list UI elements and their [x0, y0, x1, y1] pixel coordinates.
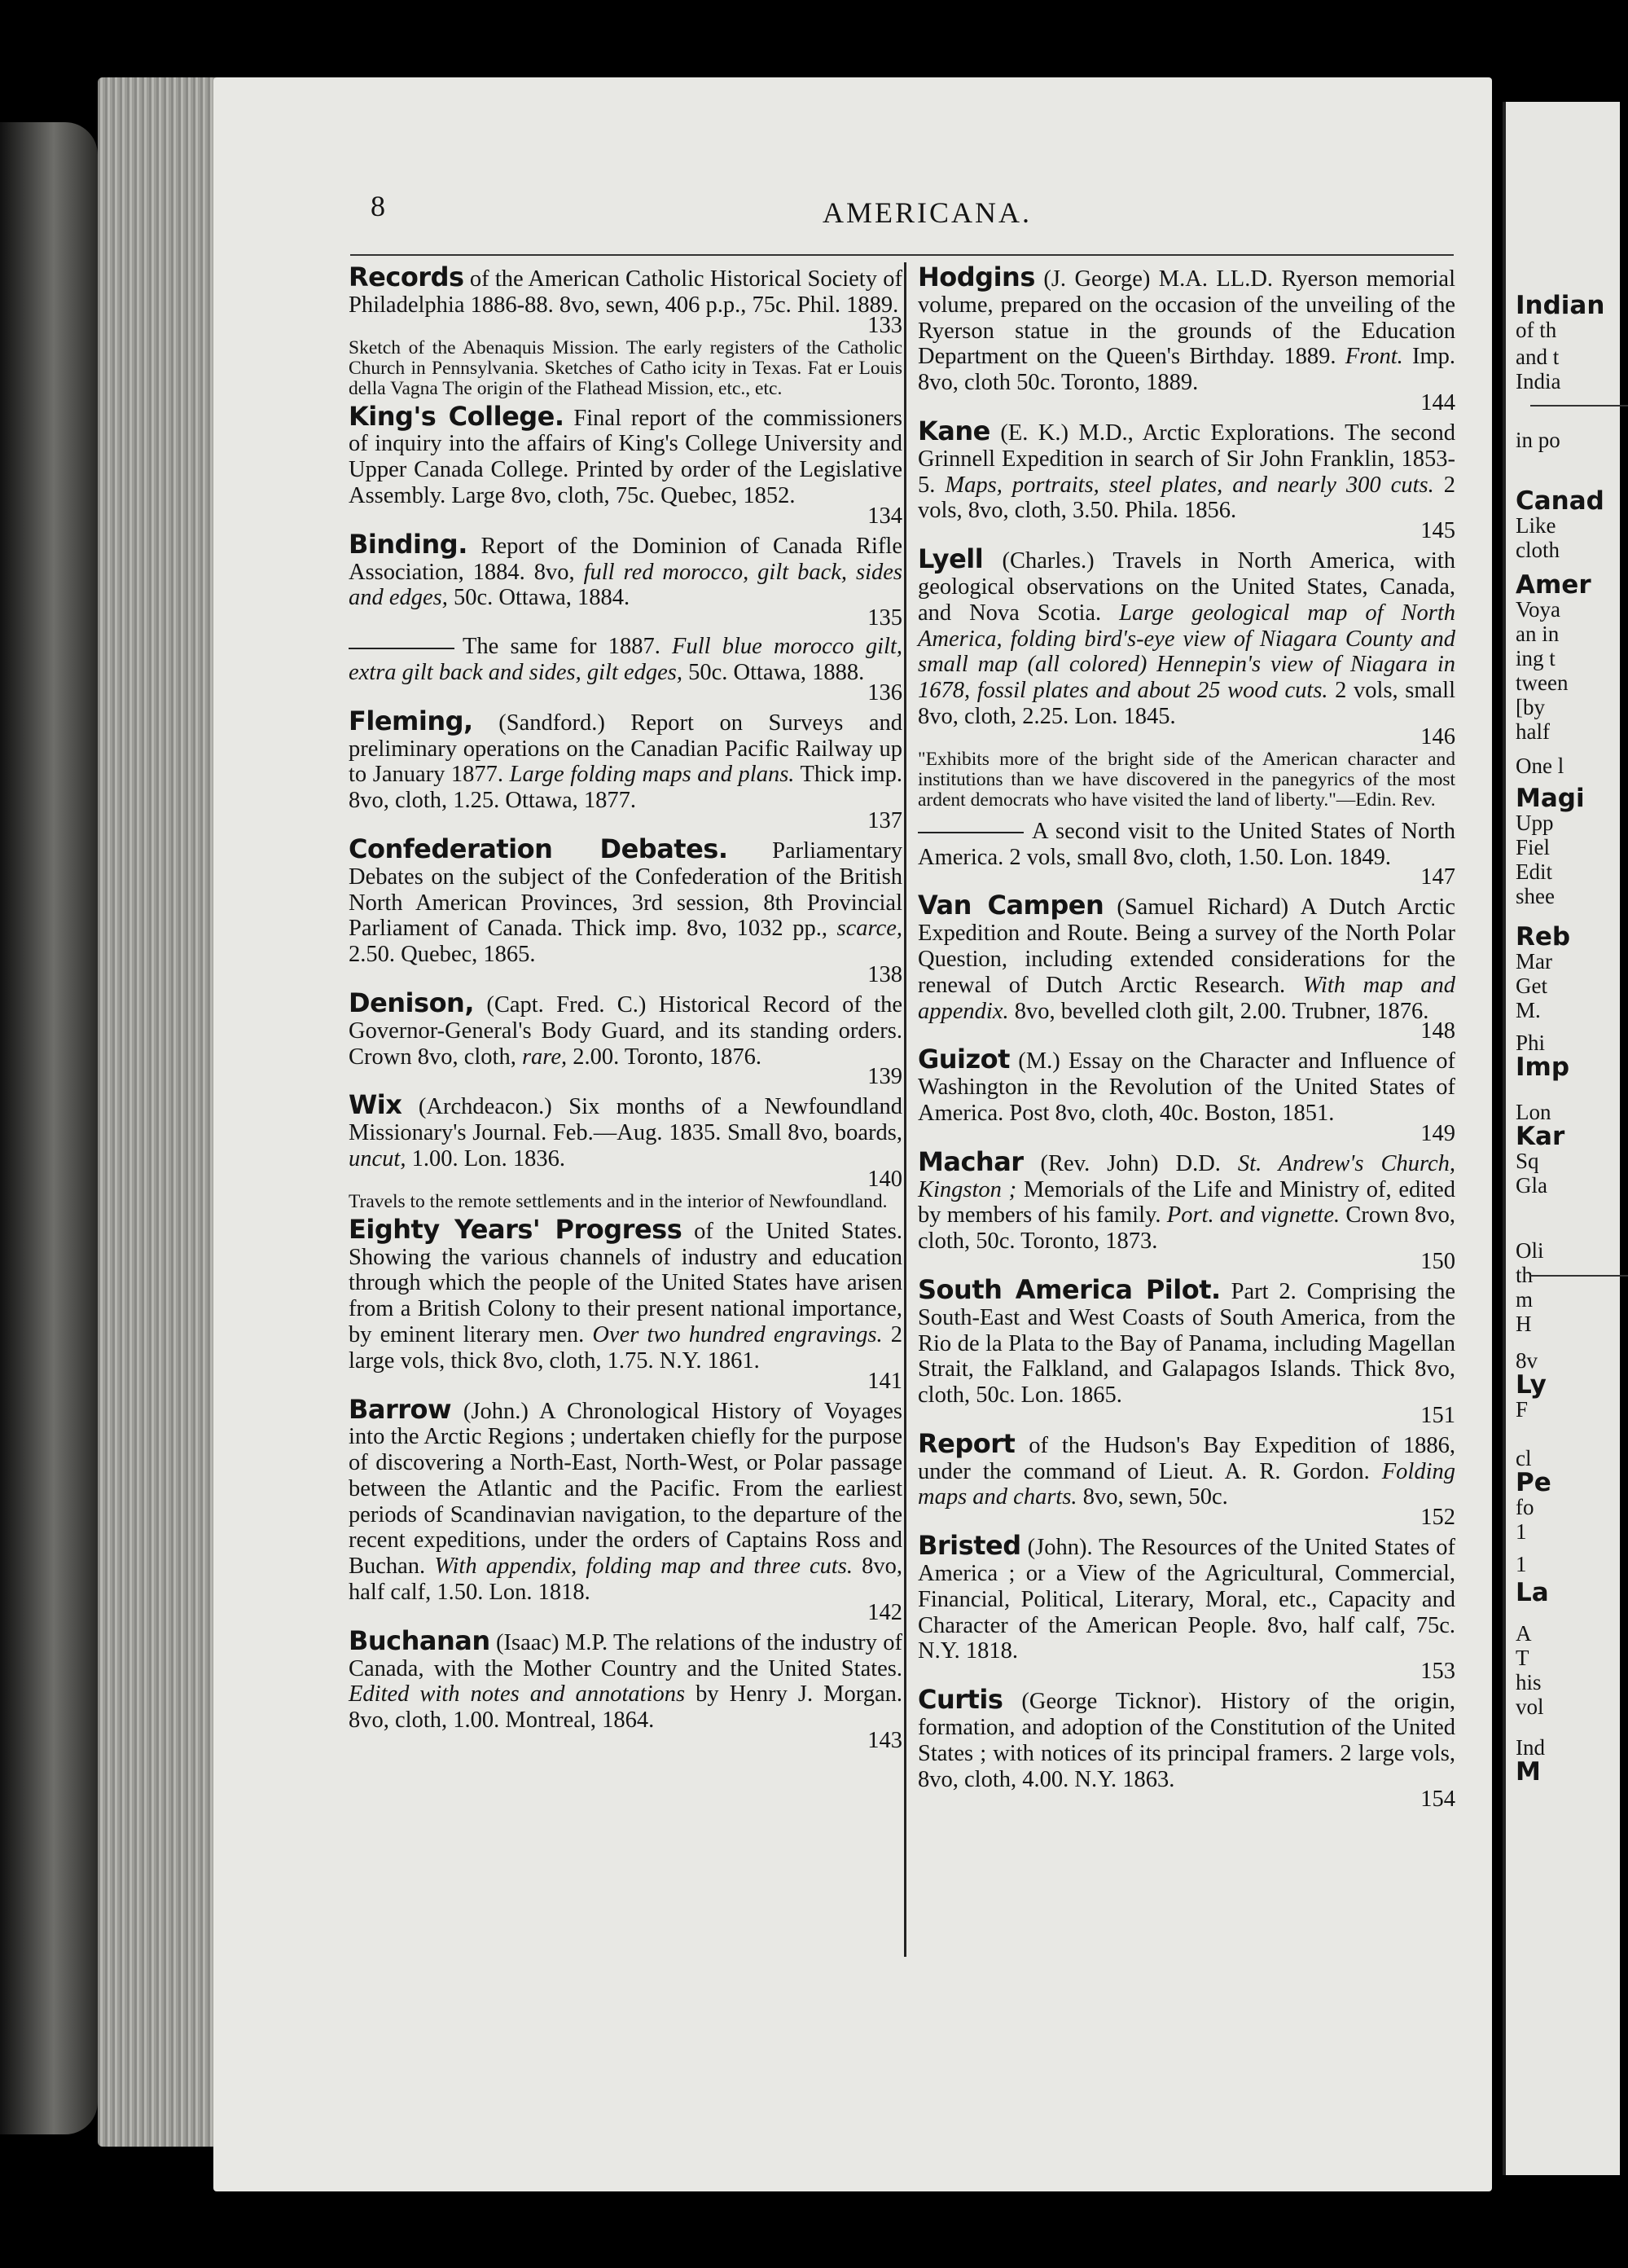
catalog-entry	[918, 1530, 1455, 1685]
entry-number: 149	[1420, 1120, 1455, 1146]
adjacent-page-text: of th	[1516, 318, 1557, 342]
catalog-entry	[918, 262, 1456, 415]
entry-italic: Large geological map of North America, folding bird's-eye view of Niagara County and small map (all colored) Hennepin's view of Niagara in 1678, fossil plates and about 25 wood cuts.	[918, 600, 1455, 704]
catalog-entry	[918, 1684, 1456, 1813]
adjacent-page-text: Upp	[1516, 811, 1554, 835]
catalog-entry	[918, 1044, 1455, 1146]
adjacent-page-text: and t	[1516, 345, 1560, 369]
entry-headword: Machar	[918, 1145, 1024, 1177]
catalog-entry	[349, 528, 903, 631]
entry-number: 140	[867, 1166, 902, 1192]
entry-number: 146	[1420, 723, 1455, 749]
adjacent-page-text: th	[1516, 1263, 1534, 1287]
entry-number: 138	[867, 961, 902, 987]
entry-headword: King's College.	[349, 400, 564, 432]
entry-headword: Van Campen	[918, 890, 1104, 921]
catalog-entry	[349, 400, 903, 529]
entry-italic: scarce,	[836, 916, 902, 942]
entry-tail: 2.50. Quebec, 1865.	[349, 942, 536, 968]
entry-text: Parliamentary Debates on the subject of the Confederation of the British North American Provinces, 3rd session, 8th Provincial Parliament of Canada. Thick imp. 8vo, 1032 pp.,	[349, 837, 903, 942]
entry-tail: 2 vols, 8vo, cloth, 3.50. Phila. 1856.	[918, 472, 1456, 524]
entry-italic: uncut,	[349, 1145, 406, 1171]
entry-tail: 2.00. Toronto, 1876.	[573, 1044, 762, 1070]
catalog-entry	[349, 705, 903, 833]
adjacent-page-text: an in	[1516, 622, 1560, 646]
entry-number: 142	[867, 1599, 902, 1625]
entry-text: A second visit to the United States of North America. 2 vols, small 8vo, cloth, 1.50. Lon. 1849.	[918, 818, 1455, 870]
adjacent-page-text: Magi	[1516, 784, 1585, 813]
page-number: 8	[371, 190, 385, 222]
entry-tail: Thick imp. 8vo, cloth, 1.25. Ottawa, 1877.	[349, 762, 902, 814]
entry-number: 145	[1420, 518, 1455, 544]
catalog-entry	[918, 890, 1455, 1044]
adjacent-page-text: Canad	[1516, 486, 1604, 516]
entry-tail: 8vo, bevelled cloth gilt, 2.00. Trubner, 1876.	[1014, 998, 1429, 1024]
entry-text: Part 2. Comprising the South-East and West Coasts of South America, from the Rio de la Plata to the Bay of Panama, including Magellan Strait, the Falkland, and Galapagos Islands. Thick 8vo, cloth, 50c. Lon. 1865.	[918, 1278, 1456, 1409]
entry-italic: Front.	[1345, 344, 1403, 370]
catalog-entry	[349, 1213, 903, 1394]
entry-number: 136	[867, 679, 902, 705]
right-column	[918, 262, 1456, 1813]
adjacent-page-text: La	[1516, 1578, 1549, 1607]
adjacent-page-text: Mar	[1516, 949, 1552, 974]
entry-number: 137	[867, 807, 902, 833]
adjacent-page-text: cl	[1516, 1446, 1532, 1470]
catalog-entry	[349, 987, 903, 1090]
entry-text: of the Hudson's Bay Expedition of 1886, under the command of Lieut. A. R. Gordon.	[918, 1432, 1456, 1484]
entry-headword: Report	[918, 1427, 1016, 1459]
entry-headword: Wix	[349, 1089, 402, 1121]
catalog-entry	[349, 634, 902, 705]
entry-text: The same for 1887.	[463, 634, 660, 660]
adjacent-page-text: ing t	[1516, 646, 1556, 670]
adjacent-page-text: F	[1516, 1397, 1529, 1422]
entry-italic: Edited with notes and annotations	[349, 1681, 686, 1708]
entry-headword: Fleming,	[349, 705, 473, 736]
entry-headword: Curtis	[918, 1684, 1003, 1716]
adjacent-page-text: Sq	[1516, 1149, 1539, 1173]
ditto-dash	[918, 832, 1024, 833]
adjacent-page-text: One l	[1516, 754, 1564, 778]
adjacent-page-text: 1	[1516, 1552, 1527, 1576]
catalog-entry	[918, 1145, 1456, 1274]
adjacent-page-text: India	[1516, 369, 1561, 393]
entry-italic: Large folding maps and plans.	[509, 762, 795, 788]
entry-tail: Imp. 8vo, cloth 50c. Toronto, 1889.	[918, 344, 1456, 396]
entry-number: 135	[867, 605, 902, 631]
adjacent-page-text: Pe	[1516, 1468, 1551, 1497]
adjacent-page-text: Ind	[1516, 1735, 1545, 1760]
entry-headword: South America Pilot.	[918, 1273, 1221, 1305]
adjacent-page-text: Edit	[1516, 859, 1552, 884]
catalog-entry	[349, 262, 902, 338]
entry-text: (George Ticknor). History of the origin, formation, and adoption of the Constitution of the United States ; with notices of its principal framers. 2 large vols, 8vo, cloth, 4.00. N.Y. 1863.	[918, 1689, 1456, 1792]
adjacent-page-text: Imp	[1516, 1053, 1570, 1082]
adjacent-page-text: Get	[1516, 974, 1547, 998]
adjacent-page-text: his	[1516, 1670, 1542, 1694]
entry-note: Travels to the remote settlements and in the interior of Newfoundland.	[349, 1190, 888, 1212]
entry-number: 153	[1420, 1659, 1455, 1685]
adjacent-page-text: tween	[1516, 670, 1569, 695]
adjacent-page-text: Phi	[1516, 1031, 1546, 1055]
adjacent-page-text: M	[1516, 1757, 1541, 1787]
adjacent-page-text: [by	[1516, 695, 1545, 719]
adjacent-page-text: half	[1516, 719, 1550, 744]
entry-tail: Crown 8vo, cloth, 50c. Toronto, 1873.	[918, 1202, 1456, 1255]
adjacent-page-text: Indian	[1516, 291, 1605, 320]
entry-headword: Binding.	[349, 528, 467, 560]
entry-italic: rare,	[521, 1044, 568, 1070]
entry-tail: 8vo, half calf, 1.50. Lon. 1818.	[349, 1554, 903, 1606]
entry-number: 139	[867, 1064, 902, 1090]
entry-tail: 1.00. Lon. 1836.	[411, 1145, 565, 1171]
adjacent-page-text: m	[1516, 1287, 1534, 1312]
entry-text: (John.) A Chronological History of Voyages into the Arctic Regions ; undertaken chiefly for the purpose of discovering a North-East, North-West, or Polar passage between the Atlantic and the Pacific. From the earliest periods of Scandinavian navigation, to the departure of the recent expeditions, under the orders of Captains Ross and Buchan.	[349, 1398, 902, 1580]
adjacent-page-text: A	[1516, 1621, 1532, 1646]
entry-text: Report of the Dominion of Canada Rifle Association, 1884. 8vo,	[349, 533, 902, 585]
entry-tail: by Henry J. Morgan. 8vo, cloth, 1.00. Montreal, 1864.	[349, 1681, 903, 1734]
entry-tail: 50c. Ottawa, 1888.	[688, 659, 865, 685]
adjacent-page-text: M.	[1516, 998, 1541, 1022]
adjacent-page-text: 8v	[1516, 1348, 1538, 1373]
entry-headword: Buchanan	[349, 1624, 490, 1656]
entry-tail: 8vo, sewn, 50c.	[1082, 1484, 1228, 1510]
entry-text: (J. George) M.A. LL.D. Ryerson memorial volume, prepared on the occasion of the unveiling of the Ryerson statue in the grounds of the Education Department on the Queen's Birthday. 1889.	[918, 266, 1455, 370]
entry-text: (M.) Essay on the Character and Influence of Washington in the Revolution of the United States of America. Post 8vo, cloth, 40c. Boston, 1851.	[918, 1048, 1455, 1126]
catalog-entry	[918, 543, 1456, 749]
entry-note: Sketch of the Abenaquis Mission. The early registers of the Catholic Church in Pennsylvania. Sketches of Catho icity in Texas. Fat er Louis della Vagna The origin of the Flathead Mission, etc., etc.	[349, 336, 902, 399]
entry-number: 133	[867, 312, 902, 338]
adjacent-page-text: fo	[1516, 1495, 1534, 1519]
entry-text: (Samuel Richard) A Dutch Arctic Expedition and Route. Being a survey of the North Polar Question, including extended considerations for the renewal of Dutch Arctic Research.	[918, 894, 1455, 998]
entry-text: Final report of the commissioners of inquiry into the affairs of King's College University and Upper Canada College. Printed by order of the Legislative Assembly. Large 8vo, cloth, 75c. Quebec, 1852.	[349, 405, 903, 508]
adjacent-page-text: Reb	[1516, 922, 1571, 952]
adjacent-page-text: T	[1516, 1646, 1529, 1670]
entry-number: 151	[1420, 1402, 1455, 1428]
entry-italic: With appendix, folding map and three cuts.	[434, 1554, 853, 1580]
adjacent-page-text: Lon	[1516, 1100, 1551, 1124]
catalog-entry	[918, 1273, 1456, 1428]
entry-text: (Archdeacon.) Six months of a Newfoundland Missionary's Journal. Feb.—Aug. 1835. Small 8vo, boards,	[349, 1094, 902, 1146]
catalog-entry	[918, 415, 1456, 544]
adjacent-page-text: in po	[1516, 428, 1560, 452]
entry-headword: Kane	[918, 415, 990, 446]
entry-note: "Exhibits more of the bright side of the American character and institutions than we have discovered in the panegyrics of the most ardent democrats who have visited the land of liberty."—Edin. Rev.	[918, 748, 1455, 811]
entry-italic: full red morocco, gilt back, sides and edges,	[349, 559, 903, 611]
entry-headword: Records	[349, 262, 464, 292]
ditto-dash	[349, 648, 454, 649]
adjacent-page-text: Like	[1516, 513, 1556, 538]
entry-italic: Folding maps and charts.	[918, 1458, 1456, 1510]
catalog-entry	[349, 1624, 903, 1754]
entry-headword: Lyell	[918, 543, 984, 575]
catalog-entry	[918, 819, 1455, 890]
entry-italic: Port. and vignette.	[1166, 1202, 1341, 1228]
column-divider	[904, 262, 906, 1957]
entry-headword: Bristed	[918, 1530, 1021, 1562]
running-title: AMERICANA.	[823, 196, 1033, 229]
entry-italic: Maps, portraits, steel plates, and nearly 300 cuts.	[945, 472, 1434, 498]
entry-headword: Denison,	[349, 987, 474, 1018]
header-rule	[350, 254, 1454, 256]
entry-tail: 50c. Ottawa, 1884.	[454, 585, 630, 611]
entry-text: of the American Catholic Historical Society of Philadelphia 1886-88. 8vo, sewn, 406 p.p., 75c. Phil. 1889.	[349, 266, 902, 318]
entry-italic: Full blue morocco gilt, extra gilt back and sides, gilt edges,	[349, 634, 902, 685]
catalog-entry	[349, 1089, 902, 1192]
entry-italic: With map and appendix.	[918, 972, 1455, 1024]
entry-tail: Memorials of the Life and Ministry of, edited by members of his family.	[918, 1176, 1455, 1228]
adjacent-page-text: Gla	[1516, 1173, 1547, 1198]
adjacent-page-fragment	[1503, 102, 1620, 2175]
adjacent-page-text: Ly	[1516, 1370, 1547, 1400]
adjacent-page-text: Voya	[1516, 597, 1561, 622]
catalog-entry	[349, 1393, 903, 1625]
catalog-entry	[349, 833, 903, 987]
left-column	[349, 262, 903, 1754]
adjacent-page-text: cloth	[1516, 538, 1560, 562]
adjacent-page-rule	[1530, 1275, 1628, 1277]
adjacent-page-text: vol	[1516, 1694, 1544, 1719]
adjacent-page-text: shee	[1516, 884, 1555, 908]
entry-number: 150	[1420, 1248, 1455, 1274]
entry-headword: Guizot	[918, 1044, 1010, 1075]
entry-number: 143	[867, 1728, 902, 1754]
entry-text: of the United States. Showing the various channels of industry and education through which the people of the United States have arisen from a British Colony to their present national importance, by eminent literary men.	[349, 1218, 903, 1347]
entry-text: (John). The Resources of the United States of America ; or a View of the Agricultural, Commercial, Financial, Political, Literary, Moral, etc., Capacity and Character of the American People. 8vo, half calf, 75c. N.Y. 1818.	[918, 1535, 1455, 1664]
entry-number: 134	[867, 503, 902, 529]
entry-tail: 2 large vols, thick 8vo, cloth, 1.75. N.Y. 1861.	[349, 1321, 903, 1374]
adjacent-page-text: Amer	[1516, 570, 1591, 600]
entry-number: 147	[1420, 864, 1455, 890]
entry-italic: St. Andrew's Church, Kingston ;	[918, 1150, 1456, 1202]
entry-text: (E. K.) M.D., Arctic Explorations. The second Grinnell Expedition in search of Sir John Franklin, 1853-5.	[918, 420, 1455, 498]
entry-text: (Capt. Fred. C.) Historical Record of the Governor-General's Body Guard, and its standing orders. Crown 8vo, cloth,	[349, 991, 903, 1070]
entry-italic: Over two hundred engravings.	[592, 1321, 883, 1347]
entry-headword: Confederation Debates.	[349, 833, 728, 864]
entry-headword: Barrow	[349, 1393, 452, 1425]
entry-number: 144	[1420, 389, 1455, 415]
entry-headword: Hodgins	[918, 262, 1035, 292]
entry-number: 148	[1420, 1018, 1455, 1044]
book-spine	[0, 122, 98, 2134]
entry-number: 152	[1420, 1505, 1455, 1531]
adjacent-page-text: 1	[1516, 1519, 1527, 1544]
entry-text: (Sandford.) Report on Surveys and preliminary operations on the Canadian Pacific Railway up to January 1877.	[349, 710, 903, 788]
adjacent-page-text: H	[1516, 1312, 1532, 1336]
entry-text: (Isaac) M.P. The relations of the industry of Canada, with the Mother Country and the United States.	[349, 1629, 902, 1681]
catalog-entry	[918, 1427, 1456, 1531]
entry-text: (Rev. John) D.D.	[1040, 1150, 1221, 1176]
adjacent-page-rule	[1530, 405, 1628, 407]
entry-headword: Eighty Years' Progress	[349, 1213, 682, 1245]
adjacent-page-text: Fiel	[1516, 835, 1551, 859]
entry-text: (Charles.) Travels in North America, with geological observations on the United States, Canada, and Nova Scotia.	[918, 548, 1455, 626]
adjacent-page-text: Kar	[1516, 1122, 1565, 1151]
entry-tail: 2 vols, small 8vo, cloth, 2.25. Lon. 1845.	[918, 678, 1456, 729]
entry-number: 141	[867, 1368, 902, 1394]
adjacent-page-text: Oli	[1516, 1238, 1544, 1263]
entry-number: 154	[1420, 1787, 1455, 1813]
